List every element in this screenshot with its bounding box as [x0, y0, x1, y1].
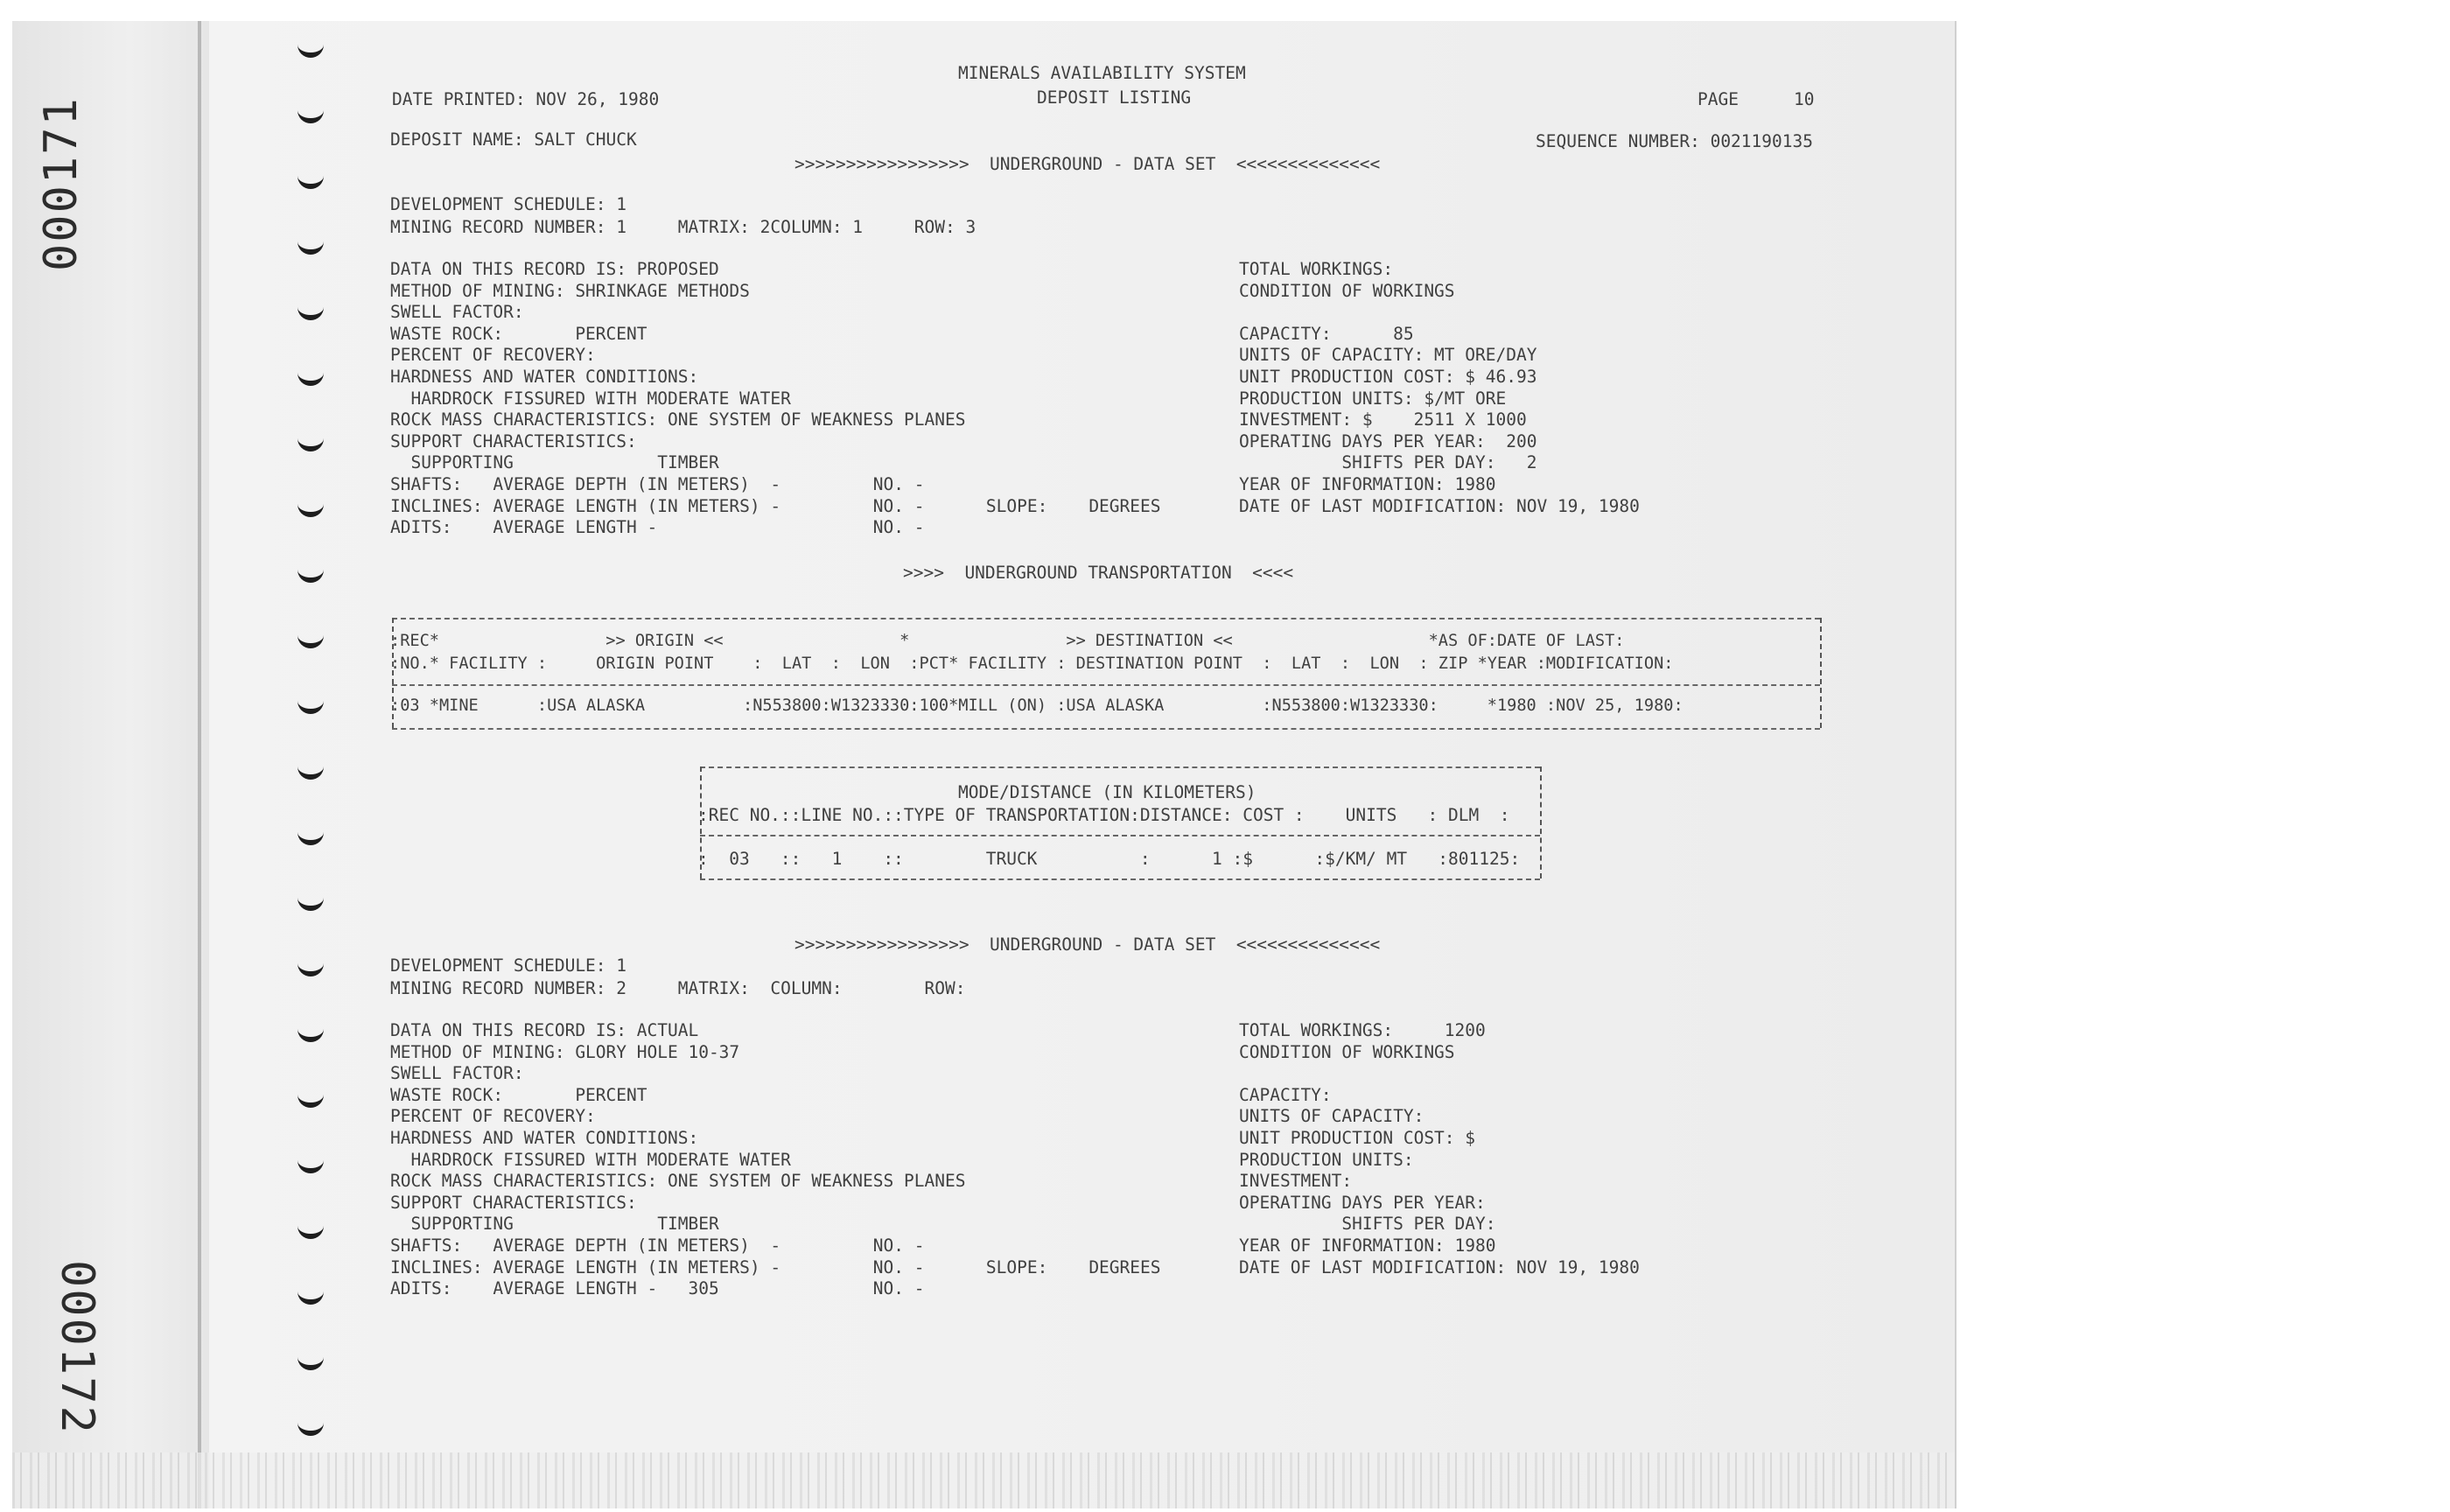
- record2-left-line: WASTE ROCK: PERCENT: [390, 1084, 648, 1105]
- transport-row: :03 *MINE :USA ALASKA :N553800:W1323330:100*MILL (ON) :USA ALASKA :N553800:W1323330: *1980 :NOV 25, 1980:: [390, 696, 1684, 715]
- record2-left-line: SUPPORTING TIMBER: [390, 1214, 719, 1235]
- record1-left-line: DATA ON THIS RECORD IS: PROPOSED: [390, 259, 719, 279]
- mode-border-right: [1540, 766, 1542, 878]
- record2-right-line: SHIFTS PER DAY:: [1239, 1214, 1496, 1235]
- record1-right-line: DATE OF LAST MODIFICATION: NOV 19, 1980: [1239, 495, 1640, 516]
- record2-left-line: SUPPORT CHARACTERISTICS:: [390, 1192, 637, 1213]
- record1-left-line: METHOD OF MINING: SHRINKAGE METHODS: [390, 280, 750, 301]
- record2-right-line: PRODUCTION UNITS:: [1239, 1149, 1414, 1170]
- record2-right-line: INVESTMENT:: [1239, 1171, 1353, 1192]
- transport-rule-bottom: [392, 728, 1820, 730]
- record1-left-line: PERCENT OF RECOVERY:: [390, 345, 596, 366]
- record1-left-line: WASTE ROCK: PERCENT: [390, 323, 648, 344]
- record2-left-line: HARDROCK FISSURED WITH MODERATE WATER: [390, 1149, 791, 1170]
- record2-left-line: ADITS: AVERAGE LENGTH - 305 NO. -: [390, 1278, 925, 1299]
- record1-left-line: SHAFTS: AVERAGE DEPTH (IN METERS) - NO. -: [390, 474, 925, 494]
- record2-left-line: ROCK MASS CHARACTERISTICS: ONE SYSTEM OF WEAKNESS PLANES: [390, 1171, 966, 1192]
- record2-right-line: CAPACITY:: [1239, 1084, 1332, 1105]
- record2-left-line: METHOD OF MINING: GLORY HOLE 10-37: [390, 1041, 740, 1062]
- record1-right-line: UNITS OF CAPACITY: MT ORE/DAY: [1239, 345, 1537, 366]
- record2-banner: >>>>>>>>>>>>>>>>> UNDERGROUND - DATA SET <<<<<<<<<<<<<<: [794, 934, 1381, 955]
- record2-left-line: DATA ON THIS RECORD IS: ACTUAL: [390, 1020, 699, 1040]
- transport-banner: >>>> UNDERGROUND TRANSPORTATION <<<<: [903, 563, 1294, 583]
- listing-title: DEPOSIT LISTING: [1037, 88, 1192, 108]
- record1-right-line: CAPACITY: 85: [1239, 323, 1414, 344]
- record2-left-line: HARDNESS AND WATER CONDITIONS:: [390, 1128, 699, 1148]
- record2-left-line: SWELL FACTOR:: [390, 1063, 524, 1084]
- record1-mining-record: MINING RECORD NUMBER: 1 MATRIX: 2COLUMN: 1 ROW: 3: [390, 217, 976, 237]
- mode-row: : 03 :: 1 :: TRUCK : 1 :$ :$/KM/ MT :801125:: [698, 849, 1521, 869]
- record1-right-line: YEAR OF INFORMATION: 1980: [1239, 474, 1496, 494]
- sequence-number: SEQUENCE NUMBER: 0021190135: [1536, 131, 1813, 151]
- record2-right-line: UNITS OF CAPACITY:: [1239, 1106, 1424, 1127]
- transport-header-1: :REC* >> ORIGIN << * >> DESTINATION << *AS OF:DATE OF LAST:: [390, 632, 1625, 650]
- record1-left-line: SUPPORT CHARACTERISTICS:: [390, 430, 637, 452]
- record1-right-line: TOTAL WORKINGS:: [1239, 259, 1394, 279]
- record1-right-line: UNIT PRODUCTION COST: $ 46.93: [1239, 367, 1537, 387]
- page-number: 10: [1794, 89, 1815, 109]
- page-label: PAGE: [1698, 89, 1739, 109]
- mode-rule-top: [700, 766, 1540, 768]
- transport-rule-top: [392, 618, 1820, 620]
- mode-rule-mid: [700, 835, 1540, 836]
- record1-left-line: ADITS: AVERAGE LENGTH - NO. -: [390, 517, 925, 538]
- record2-right-line: YEAR OF INFORMATION: 1980: [1239, 1236, 1496, 1256]
- record2-left-line: SHAFTS: AVERAGE DEPTH (IN METERS) - NO. -: [390, 1236, 925, 1256]
- record1-right-line: OPERATING DAYS PER YEAR: 200: [1239, 430, 1537, 452]
- record1-right-line: CONDITION OF WORKINGS: [1239, 280, 1455, 301]
- record1-right-line: INVESTMENT: $ 2511 X 1000: [1239, 410, 1527, 430]
- deposit-name: DEPOSIT NAME: SALT CHUCK: [390, 130, 637, 150]
- transport-header-2: :NO.* FACILITY : ORIGIN POINT : LAT : LON :PCT* FACILITY : DESTINATION POINT : LAT : LON : ZIP *YEAR :MODIFICATION:: [390, 654, 1674, 673]
- record1-left-line: SUPPORTING TIMBER: [390, 452, 719, 473]
- record1-banner: >>>>>>>>>>>>>>>>> UNDERGROUND - DATA SET <<<<<<<<<<<<<<: [794, 154, 1381, 174]
- record1-right-line: PRODUCTION UNITS: $/MT ORE: [1239, 388, 1507, 409]
- mode-header: :REC NO.::LINE NO.::TYPE OF TRANSPORTATION:DISTANCE: COST : UNITS : DLM :: [698, 805, 1510, 825]
- transport-rule-mid: [392, 684, 1820, 686]
- record1-left-line: SWELL FACTOR:: [390, 302, 524, 323]
- record2-left-line: INCLINES: AVERAGE LENGTH (IN METERS) - NO. - SLOPE: DEGREES: [390, 1256, 1161, 1278]
- record1-left-line: ROCK MASS CHARACTERISTICS: ONE SYSTEM OF WEAKNESS PLANES: [390, 410, 966, 430]
- record2-right-line: UNIT PRODUCTION COST: $: [1239, 1128, 1476, 1148]
- system-title: MINERALS AVAILABILITY SYSTEM: [958, 63, 1246, 83]
- record2-right-line: DATE OF LAST MODIFICATION: NOV 19, 1980: [1239, 1256, 1640, 1278]
- record2-right-line: TOTAL WORKINGS: 1200: [1239, 1020, 1486, 1040]
- mode-rule-bottom: [700, 878, 1540, 880]
- record1-left-line: HARDROCK FISSURED WITH MODERATE WATER: [390, 388, 791, 409]
- transport-border-left: [392, 618, 394, 728]
- date-printed: DATE PRINTED: NOV 26, 1980: [392, 89, 660, 109]
- perforation-line: [198, 21, 201, 1508]
- record2-left-line: PERCENT OF RECOVERY:: [390, 1106, 596, 1127]
- record1-right-line: SHIFTS PER DAY: 2: [1239, 452, 1537, 473]
- record1-left-line: HARDNESS AND WATER CONDITIONS:: [390, 367, 699, 387]
- stamp-bottom: 000172: [51, 1260, 103, 1435]
- stamp-top: 000171: [35, 96, 88, 271]
- record2-dev-schedule: DEVELOPMENT SCHEDULE: 1: [390, 956, 627, 976]
- record1-left-line: INCLINES: AVERAGE LENGTH (IN METERS) - NO. - SLOPE: DEGREES: [390, 495, 1161, 516]
- record2-right-line: OPERATING DAYS PER YEAR:: [1239, 1192, 1486, 1213]
- transport-border-right: [1820, 618, 1822, 728]
- mode-title: MODE/DISTANCE (IN KILOMETERS): [958, 782, 1256, 802]
- record2-right-line: CONDITION OF WORKINGS: [1239, 1041, 1455, 1062]
- record1-dev-schedule: DEVELOPMENT SCHEDULE: 1: [390, 194, 627, 214]
- scan-noise: [12, 1452, 1955, 1508]
- mode-border-left: [700, 766, 702, 878]
- record2-mining-record: MINING RECORD NUMBER: 2 MATRIX: COLUMN: ROW:: [390, 978, 966, 998]
